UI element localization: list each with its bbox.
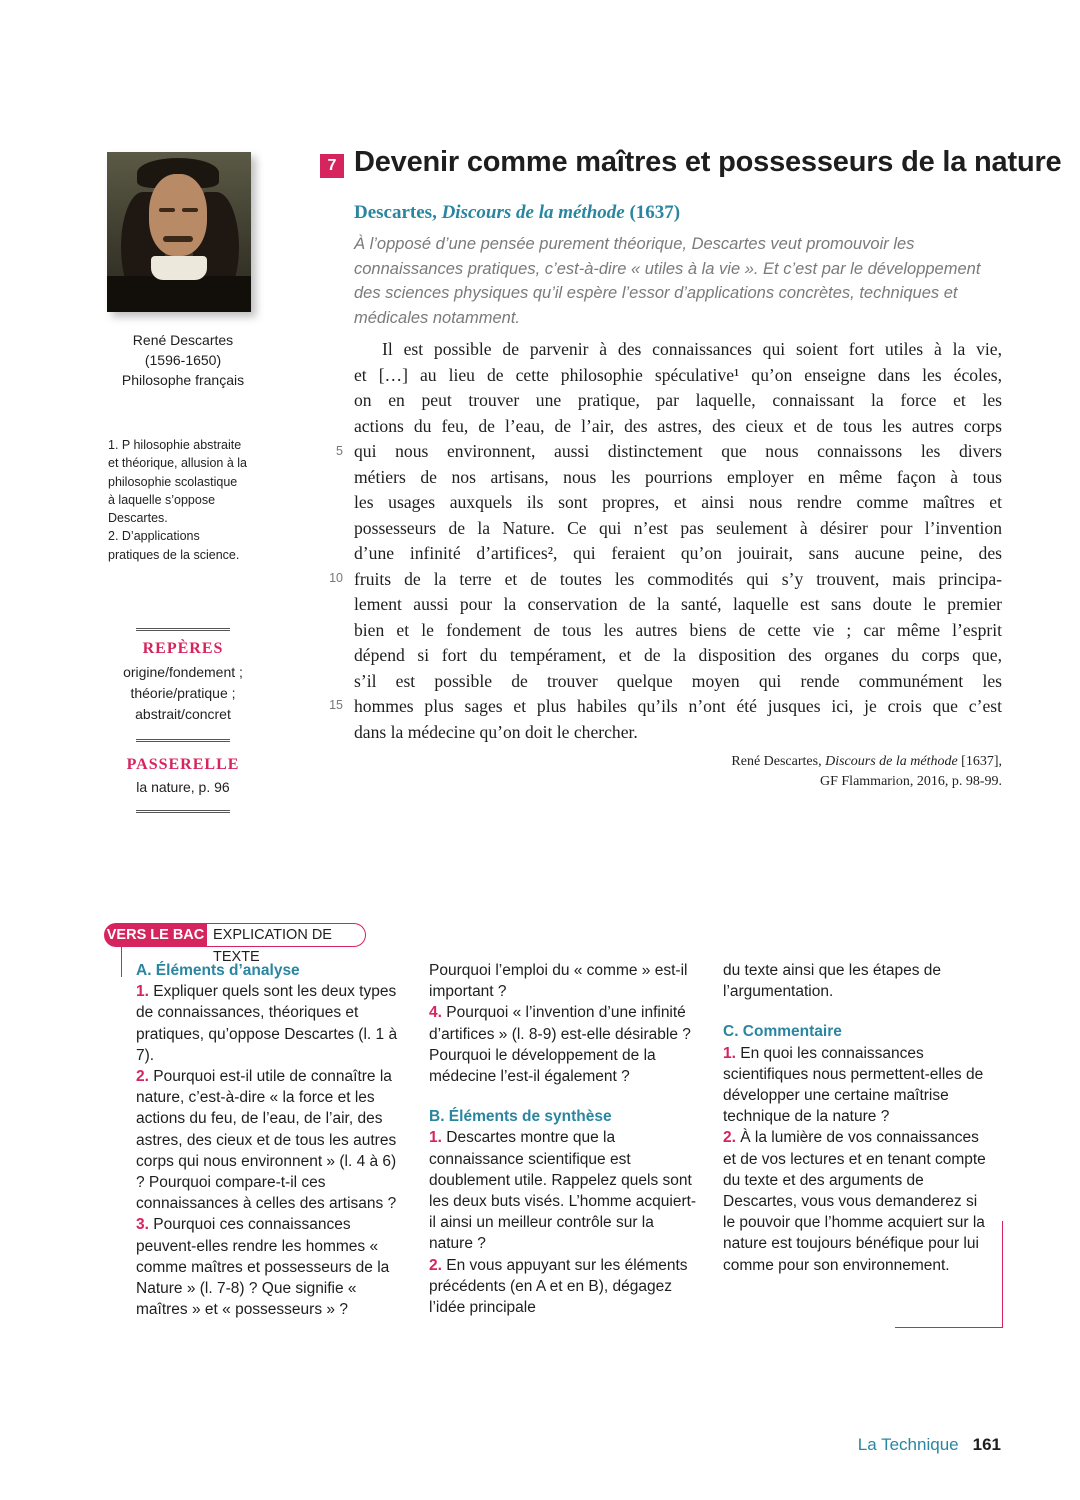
text-line: s’il est possible de trouver quelque moyen qui rende communément les	[354, 670, 1002, 691]
section-b-title: B. Éléments de synthèse	[429, 1108, 612, 1126]
reperes-title: REPÈRES	[142, 640, 224, 657]
portrait-caption	[100, 330, 266, 390]
question-text: À la lumière de vos connaissances et de vos lectures et en tenant compte du texte et des arguments de Descartes, vous vous demanderez si le pouvoir que l’homme acquiert sur la nature est toujours bénéfique pour lui comme pour son environnement.	[723, 1129, 986, 1274]
question-text: Descartes montre que la connaissance scientifique est doublement utile. Rappelez quels sont les deux buts visés. L’homme acquiert-il ainsi un meilleur contrôle sur la nature ?	[429, 1129, 697, 1253]
footnote-line: à laquelle s’oppose	[108, 492, 216, 507]
page-number: 161	[972, 1435, 1001, 1454]
text-line: fruits de la terre et de toutes les commodités qui s’y trouvent, mais principa-	[354, 568, 1002, 589]
passerelle-link[interactable]: la nature, p. 96	[136, 779, 230, 795]
source-year: (1637)	[629, 202, 681, 223]
text-line: d’une infinité d’artifices², qui feraient qu’on jouirait, sans aucune peine, des	[354, 543, 1002, 563]
footer-section: La Technique	[857, 1435, 959, 1454]
reperes-item: origine/fondement ;	[123, 664, 243, 680]
source-author: Descartes,	[354, 202, 437, 223]
explication-label: EXPLICATION DE TEXTE	[207, 923, 366, 947]
exercise-column-2	[429, 960, 701, 1318]
box-left-rule	[121, 947, 122, 977]
citation-line-2: GF Flammarion, 2016, p. 98-99.	[820, 774, 1002, 789]
text-line: dépend si fort du tempérament, et de la disposition des organes du corps que,	[354, 645, 1002, 665]
text-line: Il est possible de parvenir à des connaissances qui soient fort utiles à la vie,	[382, 339, 1002, 359]
question-c2	[723, 1127, 993, 1275]
question-a4	[429, 1002, 701, 1087]
question-a1	[136, 981, 406, 1066]
text-line: les usages auxquels ils sont propres, et ainsi nous rendre comme maîtres et	[354, 492, 1002, 512]
footnote-line: philosophie scolastique	[108, 474, 238, 489]
section-c-title: C. Commentaire	[723, 1023, 842, 1041]
footnote-line: 1. P hilosophie abstraite	[108, 438, 242, 452]
reperes-top-rule	[136, 628, 230, 631]
passerelle-title: PASSERELLE	[126, 756, 240, 773]
footnote-line: 2. D’applications	[108, 529, 200, 544]
question-text: Pourquoi est-il utile de connaître la nature, c’est-à-dire « la force et les actions du feu, de l’eau, de l’air, des astres, des cieux et de tous les autres corps qui nous environnent » (l. 4 à 6) ? Pourquoi compare-t-il ces connaissances à celles des artisans ?	[136, 1068, 397, 1213]
question-text: Pourquoi ces connaissances peuvent-elles rendre les hommes « comme maîtres et possesseurs de la Nature » (l. 7-8) ? Que signifie « maîtres » et « possesseurs » ?	[136, 1216, 390, 1319]
exercise-column-1	[136, 960, 406, 1320]
question-b1	[429, 1127, 701, 1254]
text-line: bien et le fondement de tous les autres biens de cette vie ; car même l’esprit	[354, 619, 1002, 640]
text-line: possesseurs de la Nature. Ce qui n’est pas seulement à désirer pour l’invention	[354, 517, 1002, 538]
question-number: 1.	[723, 1044, 736, 1062]
caption-name: René Descartes	[132, 332, 234, 348]
box-bottom-rule	[895, 1327, 1003, 1328]
citation-author: René Descartes,	[731, 754, 822, 769]
text-line: hommes plus sages et plus habiles qu’ils n’ont été jusques ici, je crois que c’est	[354, 696, 1002, 716]
source-work: Discours de la méthode	[441, 202, 625, 223]
footnote-line: et théorique, allusion à la	[108, 456, 247, 471]
passerelle-top-rule	[136, 739, 230, 742]
question-b2-continued: du texte ainsi que les étapes de l’argumentation.	[723, 962, 942, 1001]
question-number: 1.	[136, 983, 149, 1001]
question-number: 1.	[429, 1129, 442, 1147]
line-number: 5	[336, 444, 343, 458]
line-number: 10	[329, 571, 343, 585]
question-a3	[136, 1214, 406, 1320]
question-number: 2.	[723, 1129, 736, 1147]
text-line: métiers de nos artisans, nous les pourrions employer en même façon à tous	[354, 466, 1002, 487]
question-a2	[136, 1066, 406, 1214]
page-footer	[858, 1435, 1001, 1455]
question-c1	[723, 1043, 993, 1128]
footnote-line: Descartes.	[108, 511, 168, 526]
question-text: Expliquer quels sont les deux types de connaissances, théoriques et pratiques, qu’oppose Descartes (l. 1 à 7).	[136, 983, 398, 1064]
text-line: actions du feu, de l’eau, de l’air, des astres, des cieux et de tous les autres corps	[354, 415, 1002, 436]
footnote-line: pratiques de la science.	[108, 547, 240, 562]
question-text: En vous appuyant sur les éléments précédents (en A et en B), dégagez l’idée principale	[429, 1256, 688, 1317]
caption-dates: (1596-1650)	[144, 352, 222, 368]
reperes-item: théorie/pratique ;	[130, 685, 236, 701]
question-a3-continued: Pourquoi l’emploi du « comme » est-il important ?	[429, 962, 688, 1001]
text-line: dans la médecine qu’on doit le chercher.	[354, 721, 638, 742]
citation-work: Discours de la méthode	[825, 754, 958, 769]
text-line: qui nous environnent, aussi distinctement que nous connaissons les divers	[354, 441, 1002, 461]
document-number-badge: 7	[320, 154, 344, 178]
section-a-title: A. Éléments d’analyse	[136, 962, 300, 979]
box-right-rule	[1002, 1221, 1003, 1328]
descartes-portrait	[107, 152, 251, 312]
question-text: En quoi les connaissances scientifiques nous permettent-elles de développer une certaine maîtrise technique de la nature ?	[723, 1044, 984, 1126]
text-line: lement aussi pour la conservation de la santé, laquelle est sans doute le premier	[354, 594, 1002, 614]
reperes-item: abstrait/concret	[135, 706, 231, 722]
document-intro: À l’opposé d’une pensée purement théorique, Descartes veut promouvoir les connaissances pratiques, c’est-à-dire « utiles à la vie ». Et c’est par le développement des sciences physiques qu’il espère l’essor d’applications concrètes, techniques et médicales notamment.	[354, 235, 981, 327]
caption-role: Philosophe français	[121, 372, 245, 388]
text-line: on en peut trouver une pratique, par laquelle, connaissant la force et les	[354, 390, 1002, 410]
footnotes	[108, 436, 268, 564]
citation-year: [1637],	[961, 754, 1002, 769]
question-number: 2.	[136, 1068, 149, 1086]
question-text: Pourquoi « l’invention d’une infinité d’artifices » (l. 8-9) est-elle désirable ? Pourquoi le développement de la médecine l’est-il également ?	[429, 1004, 691, 1086]
question-number: 4.	[429, 1004, 442, 1022]
citation-line-1	[731, 752, 1002, 772]
document-source	[354, 202, 680, 224]
line-number: 15	[329, 698, 343, 712]
exercise-column-3	[723, 960, 993, 1276]
reperes-list	[100, 662, 266, 725]
question-number: 3.	[136, 1216, 149, 1234]
passerelle-bottom-rule	[136, 810, 230, 813]
vers-le-bac-badge: VERS LE BAC	[104, 923, 207, 947]
question-number: 2.	[429, 1256, 442, 1274]
text-line: et […] au lieu de cette philosophie spéculative¹ qu’on enseigne dans les écoles,	[354, 364, 1002, 385]
document-title: Devenir comme maîtres et possesseurs de la nature	[354, 146, 1062, 178]
question-b2	[429, 1255, 701, 1319]
